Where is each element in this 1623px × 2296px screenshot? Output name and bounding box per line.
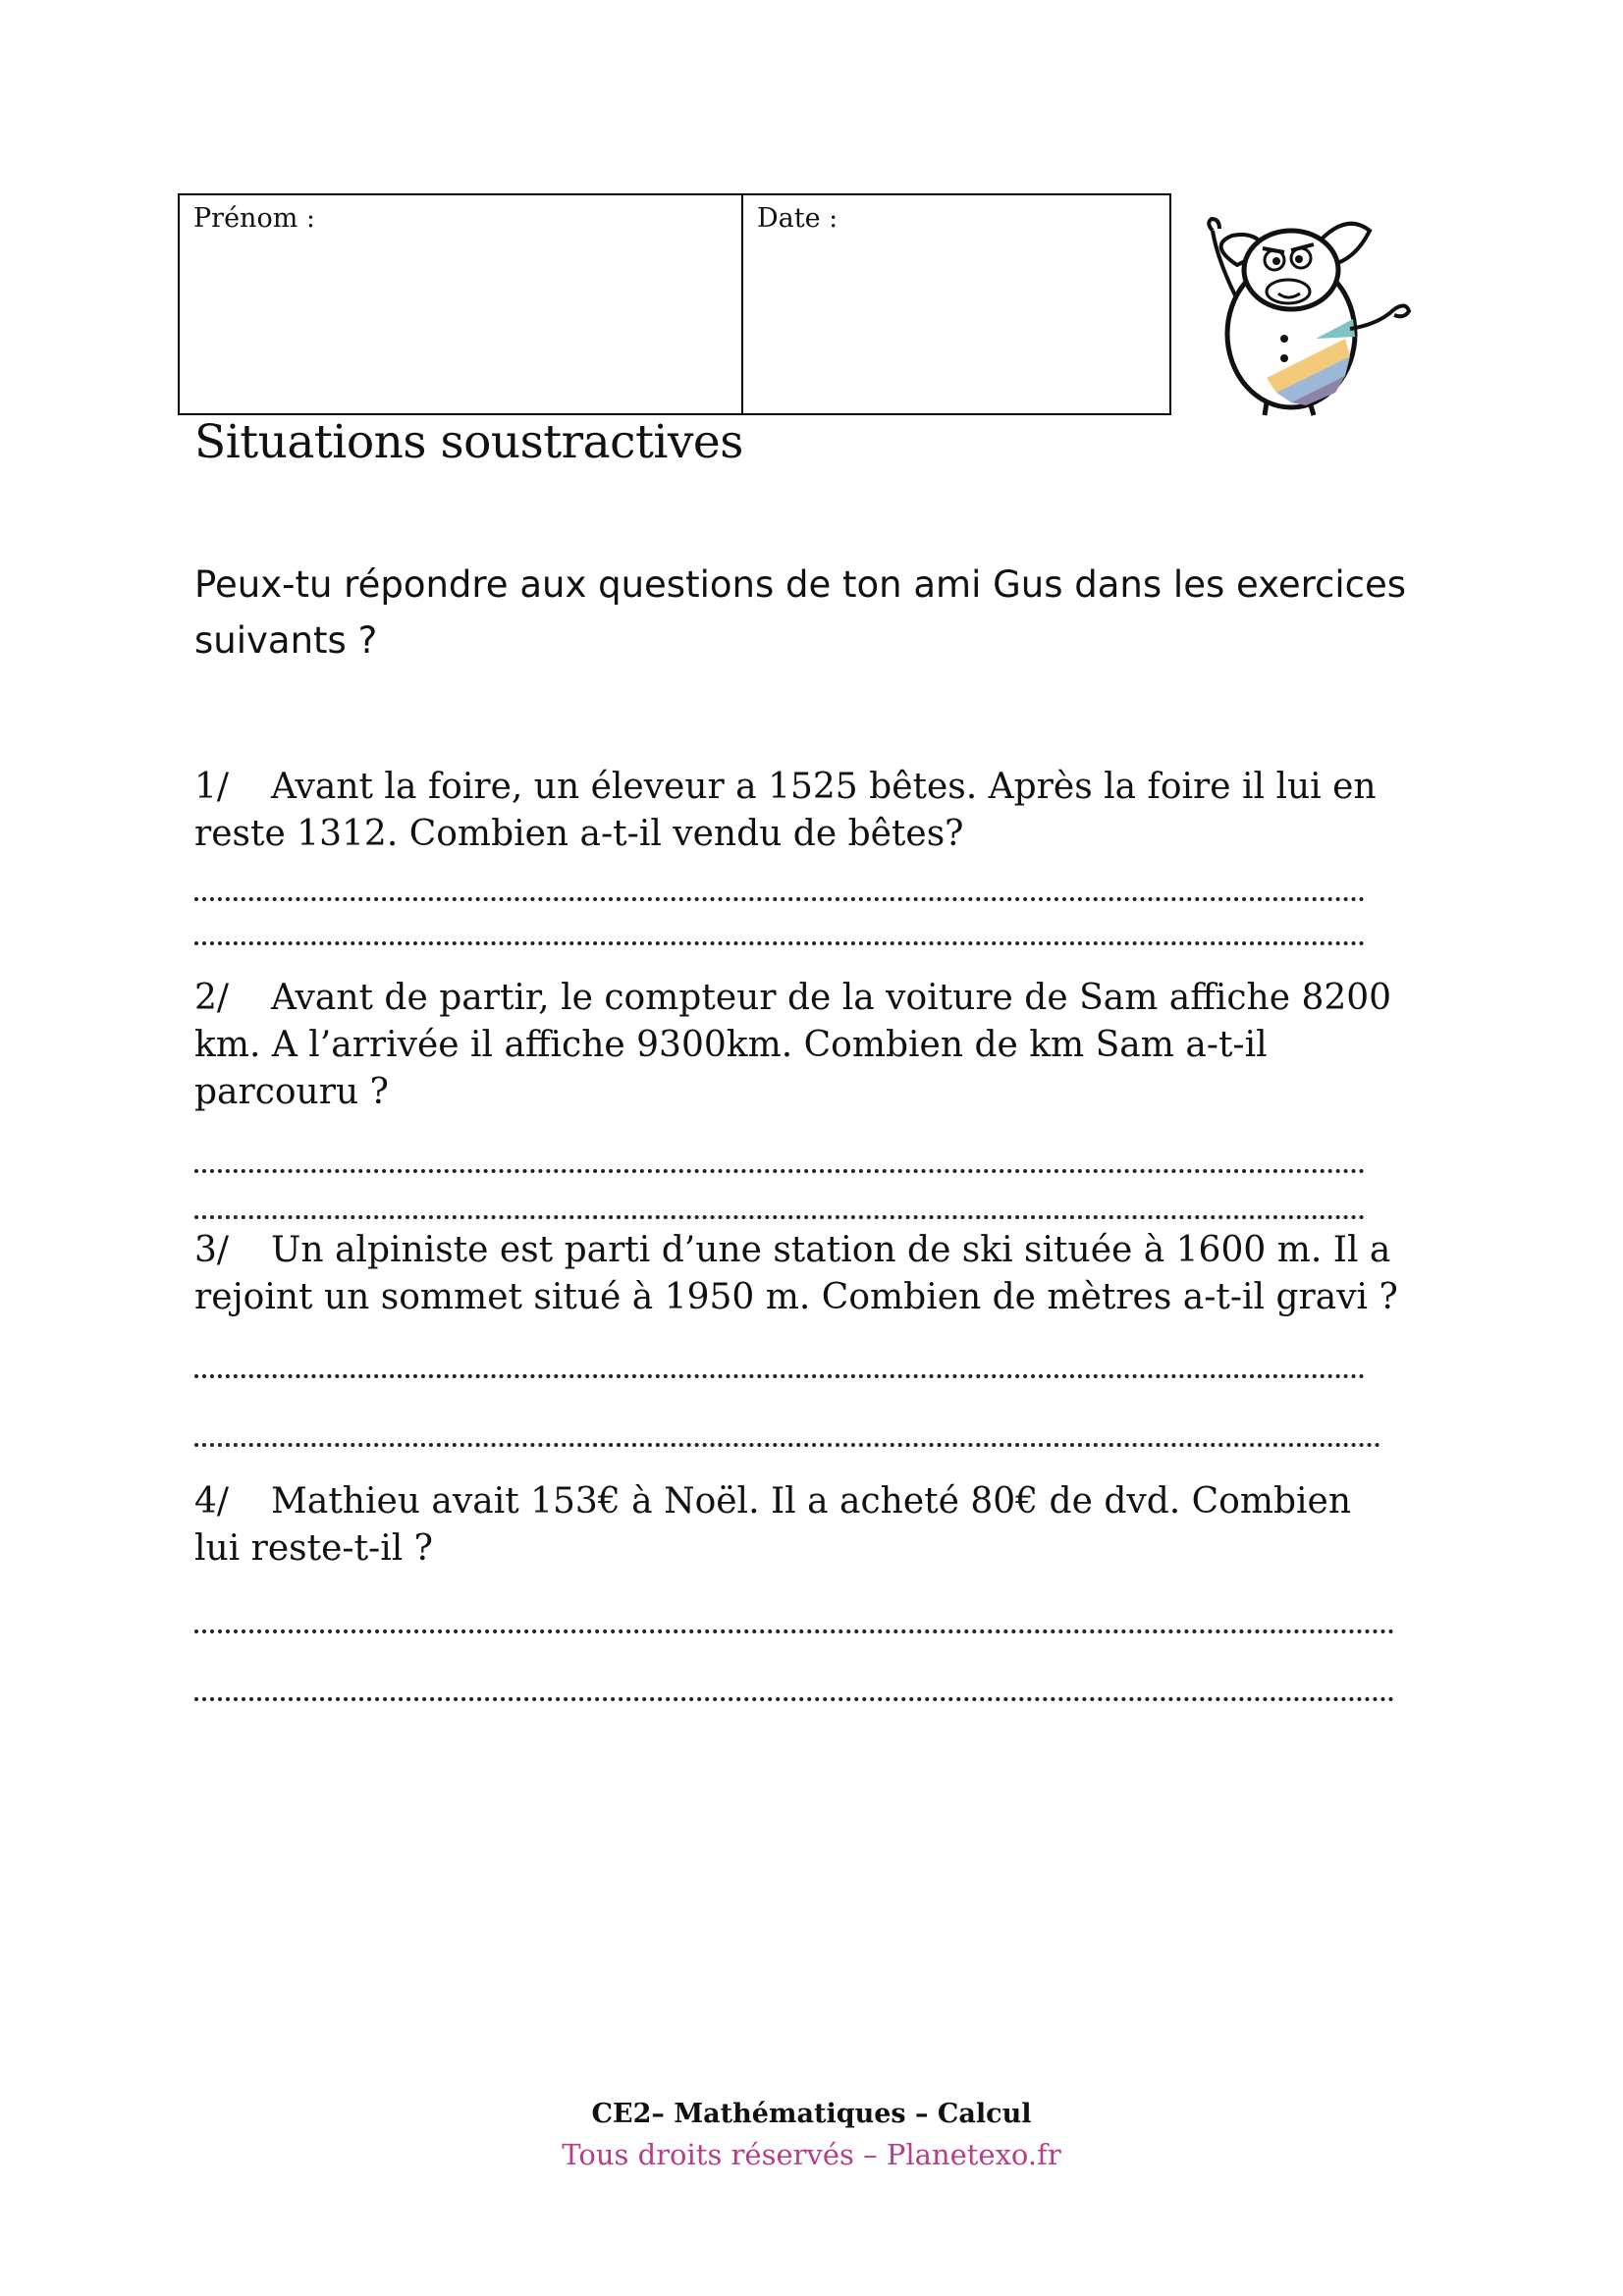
answer-line[interactable] <box>194 1626 1394 1633</box>
exercise-number: 4/ <box>194 1481 230 1522</box>
footer-course-label: CE2– Mathématiques – Calcul <box>591 2099 1032 2129</box>
answer-line[interactable] <box>194 893 1365 901</box>
date-label: Date : <box>757 203 839 234</box>
prenom-field[interactable] <box>180 195 743 413</box>
answer-line[interactable] <box>194 1211 1365 1219</box>
date-field[interactable] <box>743 195 1169 413</box>
exercise-3 <box>194 1227 1402 1321</box>
exercise-2 <box>194 975 1402 1116</box>
exercise-text: Un alpiniste est parti d’une station de ski située à 1600 m. Il a rejoint un sommet situé à 1950 m. Combien de mètres a-t-il gravi ? <box>194 1230 1398 1317</box>
footer-rights-notice: Tous droits réservés – Planetexo.fr <box>562 2138 1061 2171</box>
answer-line[interactable] <box>194 937 1365 945</box>
exercise-number: 3/ <box>194 1230 230 1270</box>
prenom-label: Prénom : <box>193 203 315 234</box>
exercise-text: Avant la foire, un éleveur a 1525 bêtes. Après la foire il lui en reste 1312. Combien a-t-il vendu de bêtes? <box>194 767 1377 854</box>
answer-line[interactable] <box>194 1693 1394 1701</box>
exercise-text: Mathieu avait 153€ à Noël. Il a acheté 80€ de dvd. Combien lui reste-t-il ? <box>194 1481 1352 1569</box>
gus-mascot-icon <box>1198 191 1414 417</box>
exercise-number: 2/ <box>194 978 230 1018</box>
page-title: Situations soustractives <box>194 415 743 469</box>
exercise-text: Avant de partir, le compteur de la voiture de Sam affiche 8200 km. A l’arrivée il affiche 9300km. Combien de km Sam a-t-il parcouru ? <box>194 978 1392 1112</box>
answer-line[interactable] <box>194 1370 1365 1378</box>
name-date-table <box>178 193 1171 415</box>
intro-text: Peux-tu répondre aux questions de ton ami Gus dans les exercices suivants ? <box>194 563 1407 662</box>
exercise-number: 1/ <box>194 767 230 807</box>
answer-line[interactable] <box>194 1439 1380 1447</box>
answer-line[interactable] <box>194 1165 1365 1173</box>
exercise-1 <box>194 764 1402 858</box>
exercise-4 <box>194 1478 1402 1573</box>
